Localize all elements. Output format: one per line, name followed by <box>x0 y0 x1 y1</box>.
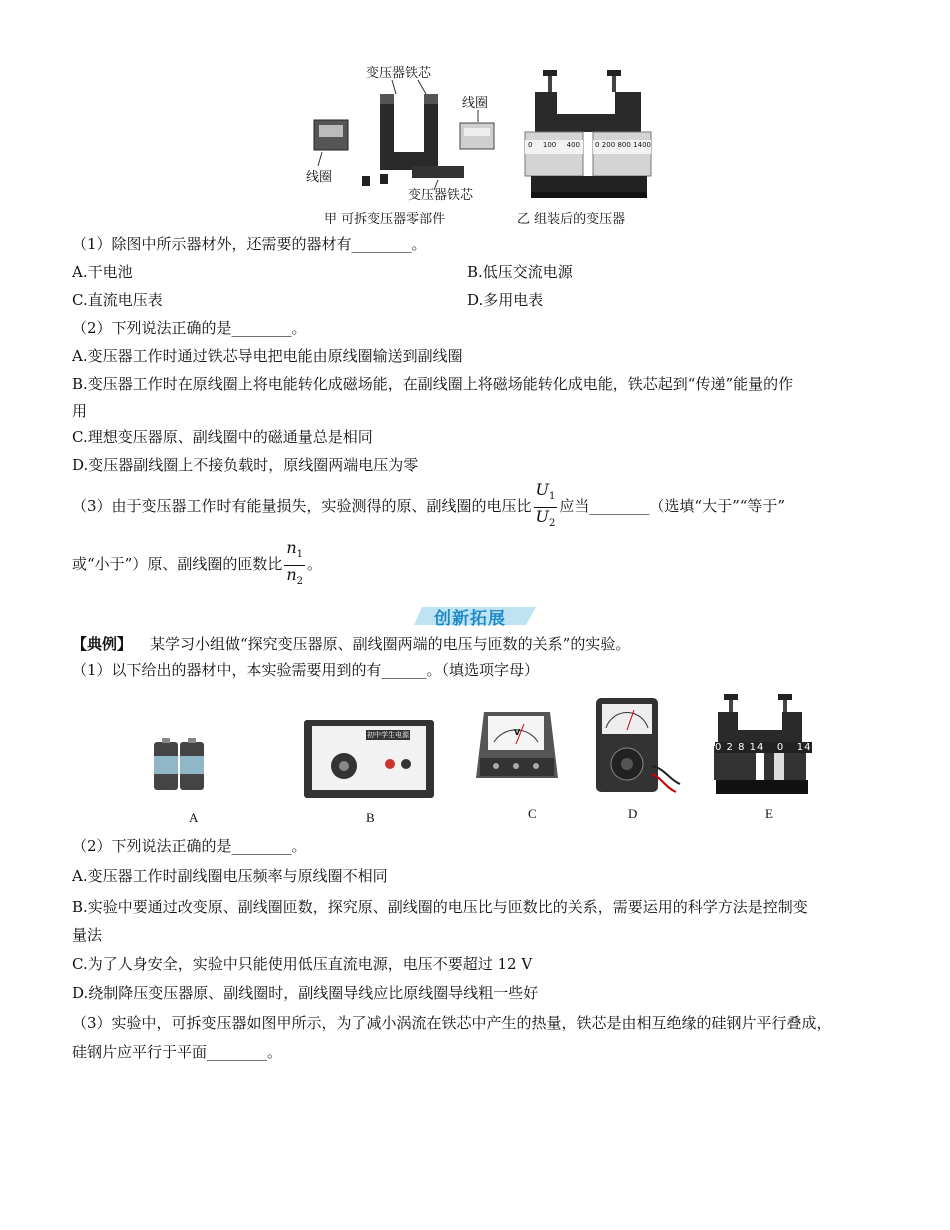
power-supply-image <box>304 720 434 798</box>
example-option-d: D.绕制降压变压器原、副线圈时，副线圈导线应比原线圈导线粗一些好 <box>72 984 539 1002</box>
example-option-c: C.为了人身安全，实验中只能使用低压直流电源，电压不要超过 12 V <box>72 955 533 973</box>
frac-u-num: U <box>535 480 550 500</box>
question-2: （2）下列说法正确的是________。 <box>72 319 307 337</box>
q3-text-a: （3）由于变压器工作时有能量损失，实验测得的原、副线圈的电压比 <box>72 497 532 515</box>
option-2a: A.变压器工作时通过铁芯导电把电能由原线圈输送到副线圈 <box>72 347 463 365</box>
example-option-b: B.实验中要通过改变原、副线圈匝数，探究原、副线圈的电压比与匝数比的关系，需要运用的科学方法是控制变 <box>72 898 808 916</box>
transformer-parts-figure <box>300 58 500 228</box>
example-intro <box>72 634 630 654</box>
scale-left-2: 400 <box>566 141 580 149</box>
psu-title: 初中学生电源 <box>367 731 409 739</box>
option-1c: C.直流电压表 <box>72 291 163 309</box>
scale-right-2: 800 <box>617 141 631 149</box>
option-2d: D.变压器副线圈上不接负载时，原线圈两端电压为零 <box>72 456 419 474</box>
equip-label-a: A <box>189 810 199 825</box>
example-question-3: （3）实验中，可拆变压器如图甲所示，为了减小涡流在铁芯中产生的热量，铁芯是由相互绝缘的硅钢片平行叠成， <box>72 1014 832 1032</box>
sub-n1: 1 <box>296 549 304 561</box>
option-2c: C.理想变压器原、副线圈中的磁通量总是相同 <box>72 428 373 446</box>
turns-ratio-fraction <box>284 539 305 590</box>
equipment-row <box>0 690 950 830</box>
example-intro-text: 某学习小组做“探究变压器原、副线圈两端的电压与匝数的关系”的实验。 <box>150 635 631 653</box>
transformer-e-scale: 0 2 8 14 0 14 <box>715 742 812 753</box>
option-1b: B.低压交流电源 <box>467 263 573 281</box>
scale-right-1: 200 <box>601 141 616 149</box>
voltmeter-image <box>472 706 562 786</box>
example-option-b-cont: 量法 <box>72 926 103 944</box>
equip-label-d: D <box>628 806 638 821</box>
example-option-a: A.变压器工作时副线圈电压频率与原线圈不相同 <box>72 867 388 885</box>
option-2b: B.变压器工作时在原线圈上将电能转化成磁场能，在副线圈上将磁场能转化成电能，铁芯起到“传递”能量的作 <box>72 375 794 393</box>
scale-right-0: 0 <box>595 141 600 149</box>
equip-label-e: E <box>765 806 773 821</box>
example-question-1: （1）以下给出的器材中，本实验需要用到的有______。（填选项字母） <box>72 661 540 679</box>
sub-u2: 2 <box>549 517 556 529</box>
label-core-bottom: 变压器铁芯 <box>408 188 474 203</box>
q3-text-c: 或“小于”）原、副线圈的匝数比 <box>72 555 283 573</box>
label-core-top: 变压器铁芯 <box>366 66 432 81</box>
section-banner <box>414 603 536 627</box>
caption-yi: 乙 组装后的变压器 <box>517 212 626 227</box>
frac-n-den: n <box>286 564 297 584</box>
scale-right <box>595 141 651 149</box>
frac-n-num: n <box>286 538 297 558</box>
caption-jia: 甲 可拆变压器零部件 <box>324 212 446 227</box>
frac-u-den: U <box>535 506 550 526</box>
battery-image <box>150 734 210 794</box>
q3-text-d: 。 <box>307 555 323 573</box>
scale-left <box>528 141 580 149</box>
scale-left-0: 0 <box>528 141 533 149</box>
meter-letter: V <box>514 728 521 737</box>
q3-text-b: 应当________（选填“大于”“等于” <box>559 497 786 515</box>
option-2b-cont: 用 <box>72 402 88 420</box>
example-question-3-cont: 硅钢片应平行于平面________。 <box>72 1043 283 1061</box>
sub-n2: 2 <box>296 575 304 587</box>
assembled-transformer-figure <box>515 66 665 231</box>
option-1a: A.干电池 <box>72 263 133 281</box>
equip-label-c: C <box>528 806 537 821</box>
question-1: （1）除图中所示器材外，还需要的器材有________。 <box>72 235 427 253</box>
label-coil-right: 线圈 <box>462 96 489 111</box>
example-question-2: （2）下列说法正确的是________。 <box>72 837 307 855</box>
banner-text: 创新拓展 <box>434 609 506 629</box>
label-coil-left: 线圈 <box>306 170 333 185</box>
option-1d: D.多用电表 <box>467 291 544 309</box>
scale-right-3: 1400 <box>633 141 651 149</box>
question-3-line2 <box>72 539 322 591</box>
scale-left-1: 100 <box>542 141 557 149</box>
example-tag: 【典例】 <box>72 635 133 653</box>
multimeter-image <box>594 696 684 796</box>
voltage-ratio-fraction <box>534 481 558 532</box>
question-3-line1 <box>72 481 785 533</box>
equip-label-b: B <box>366 810 375 825</box>
assembled-illustration <box>515 66 665 201</box>
sub-u1: 1 <box>549 491 556 503</box>
